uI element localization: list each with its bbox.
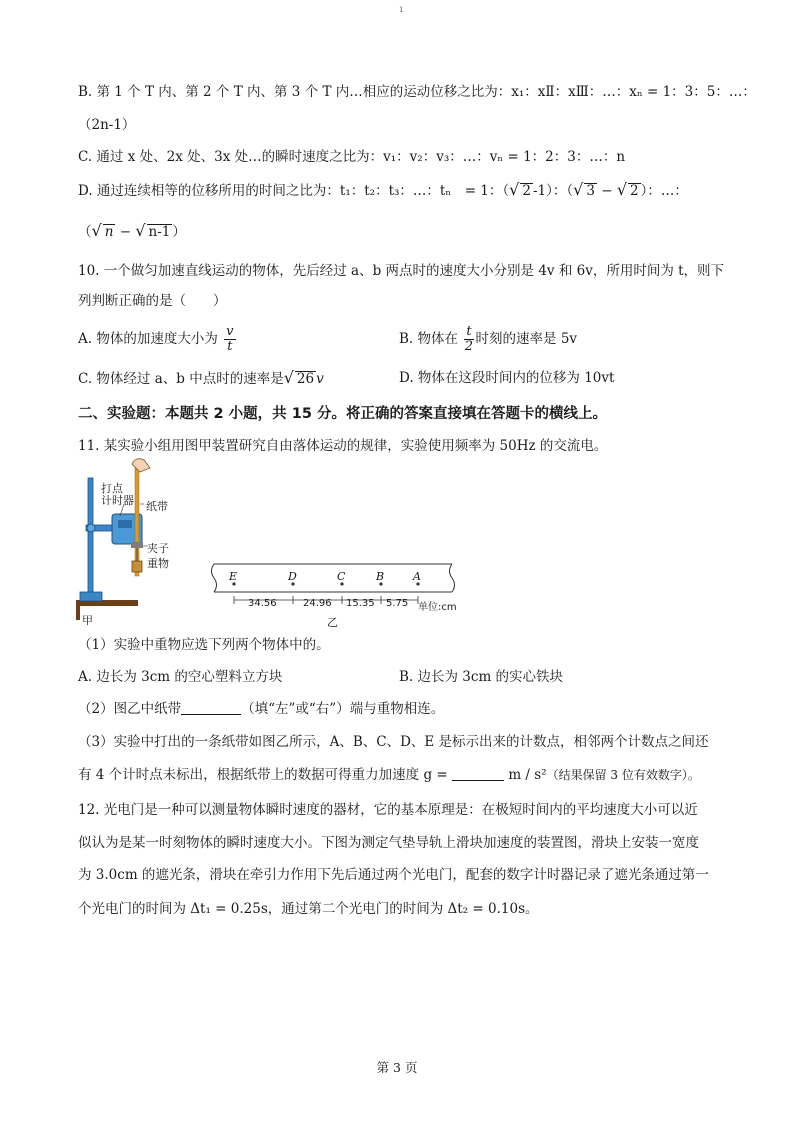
radical-sign: √ (135, 221, 146, 240)
q10-b-tail: 时刻的速率是 5v (475, 331, 578, 347)
q9-d2-root1: n (104, 224, 114, 240)
label-timer-line2: 计时器 (101, 494, 134, 507)
answer-blank[interactable] (181, 700, 241, 715)
q11-option-b: B. 边长为 3cm 的实心铁块 (399, 669, 564, 685)
q9-option-b-line1: B. 第 1 个 T 内、第 2 个 T 内、第 3 个 T 内…相应的运动位移之比为：x₁：xⅡ：xⅢ：…：xₙ = 1：3：5：…： (78, 84, 756, 100)
fraction-denominator: t (227, 339, 233, 354)
q9-d-suffix: ）：…： (640, 183, 688, 199)
figure-jia (74, 458, 194, 628)
radical-sign: √ (509, 180, 520, 199)
point-d: D (288, 570, 297, 583)
q10-c-text: C. 物体经过 a、b 中点时的速率是 (78, 371, 284, 387)
q9-d-mid1: -1）：（ (532, 183, 574, 199)
q9-d2-close: ） (172, 224, 186, 240)
q12-line3: 为 3.0cm 的遮光条，滑块在牵引力作用下先后通过两个光电门，配套的数字计时器记录了遮光条通过第一 (78, 867, 709, 883)
q11-part3-line1: （3）实验中打出的一条纸带如图乙所示，A、B、C、D、E 是标示出来的计数点，相邻两个计数点之间还 (78, 734, 709, 750)
caption-yi: 乙 (327, 616, 338, 629)
q11-p3-post: （结果保留 3 位有效数字）。 (546, 768, 700, 782)
distance-ed: 34.56 (248, 598, 277, 609)
radical-sign: √ (573, 180, 584, 199)
unit-label: 单位:cm (418, 602, 457, 613)
radical-sign: √ (91, 221, 102, 240)
q10-option-b (399, 324, 577, 354)
q10-c-tail: v (316, 371, 324, 387)
q10-stem-line2: 列判断正确的是（ ） (78, 293, 227, 309)
fraction (464, 325, 473, 354)
point-a: A (413, 570, 421, 583)
q10-a-text: A. 物体的加速度大小为 (78, 331, 218, 347)
q11-option-a: A. 边长为 3cm 的空心塑料立方块 (78, 669, 283, 685)
radical-sign: √ (283, 368, 294, 387)
label-clip: 夹子 (147, 542, 169, 555)
q9-d-prefix: D. 通过连续相等的位移所用的时间之比为：t₁：t₂：t₃：…：tₙ = 1：（ (78, 183, 510, 199)
fraction-denominator: 2 (464, 339, 474, 354)
q12-line4: 个光电门的时间为 Δt₁ = 0.25s，通过第二个光电门的时间为 Δt₂ = 0.10s。 (78, 901, 539, 917)
q11-part2 (78, 700, 444, 718)
q9-d-root2: 3 (586, 183, 595, 199)
q11-p3-pre: 有 4 个计时点未标出，根据纸带上的数据可得重力加速度 g = (78, 767, 448, 783)
q10-option-c (78, 369, 324, 388)
q10-option-a (78, 324, 238, 354)
distance-cb: 15.35 (346, 598, 375, 609)
q9-option-c: C. 通过 x 处、2x 处、3x 处…的瞬时速度之比为：v₁：v₂：v₃：…：vₙ = 1：2：3：…：n (78, 149, 626, 165)
q9-option-d-line2 (78, 222, 186, 241)
label-weight: 重物 (147, 557, 169, 570)
point-c: C (337, 570, 346, 583)
fraction (224, 325, 235, 354)
q9-option-b-line2: （2n-1） (78, 117, 136, 133)
tape-dots (232, 582, 419, 585)
distance-ba: 5.75 (386, 598, 409, 609)
apparatus-illustration (74, 458, 194, 628)
section-heading: 二、实验题：本题共 2 小题，共 15 分。将正确的答案直接填在答题卡的横线上。 (78, 406, 607, 422)
q11-part3-line2 (78, 766, 700, 784)
q12-line1: 12. 光电门是一种可以测量物体瞬时速度的器材，它的基本原理是：在极短时间内的平均速度大小可以近 (78, 802, 698, 818)
label-timer (101, 483, 134, 507)
q11-p3-unit: m / s² (508, 767, 547, 783)
point-b: B (376, 570, 385, 583)
q9-d-root1: 2 (522, 183, 531, 199)
point-e: E (229, 570, 238, 583)
figure-yi (206, 562, 460, 634)
caption-jia: 甲 (82, 614, 93, 627)
q10-option-d: D. 物体在这段时间内的位移为 10vt (399, 370, 615, 386)
distance-dc: 24.96 (303, 598, 332, 609)
label-timer-line1: 打点 (101, 482, 123, 495)
q11-stem: 11. 某实验小组用图甲装置研究自由落体运动的规律，实验使用频率为 50Hz 的交流电。 (78, 438, 608, 454)
q9-d-minus: − (596, 183, 617, 199)
answer-blank[interactable] (452, 766, 504, 781)
q9-d-root3: 2 (630, 183, 639, 199)
radical-sign: √ (616, 180, 628, 199)
q9-d2-minus: − (115, 224, 136, 240)
q10-c-root: 26 (296, 371, 315, 387)
q12-line2: 似认为是某一时刻物体的瞬时速度大小。下图为测定气垫导轨上滑块加速度的装置图，滑块上安装一宽度 (78, 835, 699, 851)
fraction-numerator: t (466, 324, 472, 339)
q11-part1: （1）实验中重物应选下列两个物体中的。 (78, 637, 330, 653)
q9-d2-open: （ (78, 224, 92, 240)
q11-p2-post: （填“左”或“右”）端与重物相连。 (241, 701, 445, 717)
page-mark: 1 (399, 6, 404, 14)
label-tape: 纸带 (146, 500, 168, 513)
q9-d2-root2: n-1 (148, 224, 171, 240)
q9-option-d-line1 (78, 181, 688, 200)
page-footer: 第 3 页 (376, 1060, 418, 1075)
q11-p2-pre: （2）图乙中纸带 (78, 701, 182, 717)
fraction-numerator: v (226, 324, 234, 339)
q10-b-text: B. 物体在 (399, 331, 459, 347)
q10-stem-line1: 10. 一个做匀加速直线运动的物体，先后经过 a、b 两点时的速度大小分别是 4v 和 6v，所用时间为 t，则下 (78, 263, 725, 279)
